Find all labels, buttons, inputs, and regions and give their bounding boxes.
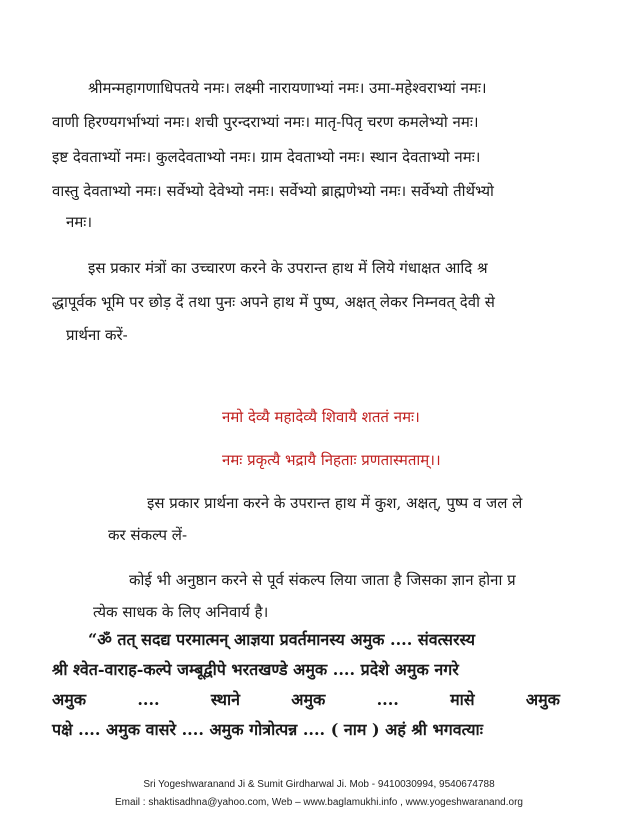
footer-email-web: Email : shaktisadhna@yahoo.com, Web – www.baglamukhi.info , www.yogeshwaranand.org (115, 797, 523, 808)
footer-contact: Sri Yogeshwaranand Ji & Sumit Girdharwal Ji. Mob - 9410030994, 9540674788 (143, 779, 495, 790)
sankalp-line-4: पक्षे .... अमुक वासरे .... अमुक गोत्रोत्पन्न .... ( नाम ) अहं श्री भगवत्याः (52, 720, 483, 739)
invocation-line-1: श्रीमन्महागणाधिपतये नमः। लक्ष्मी नारायणाभ्यां नमः। उमा-महेश्वराभ्यां नमः। (88, 79, 487, 97)
sankalp-word: अमुक (525, 690, 560, 709)
mantra-line-2: नमः प्रकृत्यै भद्रायै निहताः प्रणतास्मताम्।। (222, 451, 441, 469)
mantra-line-1: नमो देव्यै महादेव्यै शिवायै शततं नमः। (222, 408, 420, 426)
sankalp-line-3 (52, 690, 560, 710)
sankalp-word: अमुक (291, 690, 326, 709)
sankalp-word: अमुक (52, 690, 87, 709)
instruction-line-3: प्रार्थना करें- (66, 326, 128, 344)
sankalp-word: मासे (450, 690, 475, 709)
invocation-line-3: इष्ट देवताभ्यों नमः। कुलदेवताभ्यो नमः। ग्राम देवताभ्यो नमः। स्थान देवताभ्यो नमः। (52, 148, 481, 166)
note-line-1: कोई भी अनुष्ठान करने से पूर्व संकल्प लिया जाता है जिसका ज्ञान होना प्र (129, 571, 516, 589)
note-line-2: त्येक साधक के लिए अनिवार्य है। (93, 603, 269, 621)
invocation-line-2: वाणी हिरण्यगर्भाभ्यां नमः। शची पुरन्दराभ्यां नमः। मातृ-पितृ चरण कमलेभ्यो नमः। (52, 113, 479, 131)
sankalp-instruction-line-1: इस प्रकार प्रार्थना करने के उपरान्त हाथ में कुश, अक्षत्, पुष्प व जल ले (147, 494, 523, 512)
sankalp-word: .... (137, 690, 160, 709)
invocation-line-4: वास्तु देवताभ्यो नमः। सर्वेभ्यो देवेभ्यो नमः। सर्वेभ्यो ब्राह्मणेभ्यो नमः। सर्वेभ्यो तीर्थेभ्यो (52, 182, 494, 200)
sankalp-word: .... (376, 690, 399, 709)
sankalp-instruction-line-2: कर संकल्प लें- (108, 526, 188, 544)
sankalp-line-2: श्री श्वेत-वाराह-कल्पे जम्बूद्वीपे भरतखण्डे अमुक .... प्रदेशे अमुक नगरे (52, 660, 459, 679)
instruction-line-1: इस प्रकार मंत्रों का उच्चारण करने के उपरान्त हाथ में लिये गंधाक्षत आदि श्र (88, 259, 488, 277)
sankalp-line-1: “ॐ तत् सदद्य परमात्मन् आज्ञया प्रवर्तमानस्य अमुक .... संवत्सरस्य (88, 630, 476, 649)
instruction-line-2: द्धापूर्वक भूमि पर छोड़ दें तथा पुनः अपने हाथ में पुष्प, अक्षत् लेकर निम्नवत् देवी से (52, 293, 495, 311)
invocation-line-5: नमः। (66, 213, 93, 231)
sankalp-word: स्थाने (210, 690, 240, 709)
